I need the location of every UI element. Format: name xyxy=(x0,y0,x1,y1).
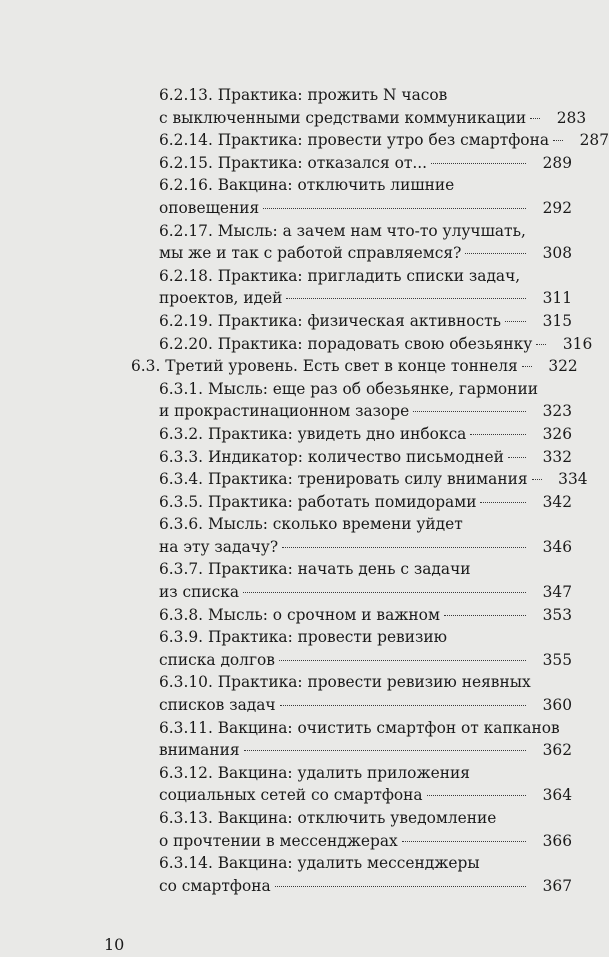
toc-entry-title-line: 6.2.14. Практика: провести утро без смартфона xyxy=(159,131,550,150)
toc-page-number: 353 xyxy=(542,605,572,624)
dot-leader xyxy=(522,366,532,367)
toc-entry-last-line xyxy=(159,333,593,356)
toc-entry-last-line xyxy=(159,107,587,130)
toc-entry xyxy=(159,378,600,423)
toc-entry xyxy=(159,604,600,627)
toc-entry-last-line xyxy=(159,581,572,604)
toc-entry-title-line: списка долгов xyxy=(159,650,275,669)
toc-entry xyxy=(159,265,600,310)
dot-leader xyxy=(286,298,526,299)
toc-entry xyxy=(159,423,600,446)
toc-entry-title-line: 6.2.19. Практика: физическая активность xyxy=(159,311,501,330)
toc-page-number: 362 xyxy=(542,741,572,760)
toc-page-number: 364 xyxy=(542,786,572,805)
toc-entry-title-line: со смартфона xyxy=(159,876,271,895)
toc-entry xyxy=(159,446,600,469)
toc-entry-last-line xyxy=(159,491,572,514)
dot-leader xyxy=(553,140,563,141)
toc-entry-title-line: внимания xyxy=(159,741,240,760)
toc-entry xyxy=(159,310,600,333)
toc-entry-last-line xyxy=(159,423,572,446)
toc-entry-title-line: социальных сетей со смартфона xyxy=(159,786,423,805)
toc-page-number: 322 xyxy=(548,357,578,376)
dot-leader xyxy=(505,321,526,322)
page-number: 10 xyxy=(104,935,125,954)
toc-entry-last-line xyxy=(159,739,572,762)
toc-entry-title-line: с выключенными средствами коммуникации xyxy=(159,108,527,127)
dot-leader xyxy=(280,705,526,706)
toc-entry-last-line xyxy=(159,152,572,175)
toc-entry xyxy=(159,491,600,514)
toc-page-number: 334 xyxy=(558,470,588,489)
dot-leader xyxy=(470,434,526,435)
toc-entry-last-line xyxy=(159,536,572,559)
dot-leader xyxy=(263,208,526,209)
toc-page-number: 287 xyxy=(579,131,609,150)
toc-entry-title-line: из списка xyxy=(159,583,240,602)
toc-entry-last-line xyxy=(159,129,609,152)
toc-entry-last-line xyxy=(159,875,572,898)
toc-entry-title-line: 6.3. Третий уровень. Есть свет в конце тоннеля xyxy=(131,357,518,376)
toc-entry-title-line: о прочтении в мессенджерах xyxy=(159,831,398,850)
dot-leader xyxy=(282,547,526,548)
toc-entry xyxy=(159,807,600,852)
toc-entry-title-line: 6.3.7. Практика: начать день с задачи xyxy=(159,560,471,579)
toc-entry-last-line xyxy=(159,400,572,423)
dot-leader xyxy=(465,253,526,254)
toc-entry-title-line: списков задач xyxy=(159,696,276,715)
toc-entry-title-line: 6.3.10. Практика: провести ревизию неявных xyxy=(159,673,531,692)
toc-entry-last-line xyxy=(159,604,572,627)
toc-entry-title-line: проектов, идей xyxy=(159,289,283,308)
dot-leader xyxy=(508,457,526,458)
toc-entry xyxy=(159,717,600,762)
toc-page-number: 332 xyxy=(542,447,572,466)
toc-entry-title-line: 6.3.1. Мысль: еще раз об обезьянке, гармонии xyxy=(159,379,538,398)
toc-entry-title-line: 6.3.9. Практика: провести ревизию xyxy=(159,628,448,647)
toc-page-number: 367 xyxy=(542,876,572,895)
toc-entry xyxy=(159,220,600,265)
toc-entry xyxy=(159,174,600,219)
toc-entry-last-line xyxy=(159,197,572,220)
toc-page-number: 289 xyxy=(542,153,572,172)
toc-entry xyxy=(159,129,609,152)
toc-entry-last-line xyxy=(159,784,572,807)
dot-leader xyxy=(444,615,526,616)
toc-page-number: 360 xyxy=(542,696,572,715)
toc-page-number: 316 xyxy=(562,334,593,353)
dot-leader xyxy=(532,479,542,480)
toc-entry xyxy=(159,558,600,603)
toc-page-number: 342 xyxy=(542,492,572,511)
toc-entry xyxy=(159,333,600,356)
toc-entry-title-line: 6.2.16. Вакцина: отключить лишние xyxy=(159,176,455,195)
toc-page-number: 347 xyxy=(542,583,572,602)
toc-page-number: 366 xyxy=(542,831,572,850)
toc-entry-title-line: мы же и так с работой справляемся? xyxy=(159,244,462,263)
toc-entry xyxy=(159,468,600,491)
dot-leader xyxy=(530,118,540,119)
toc-entry xyxy=(159,84,600,129)
dot-leader xyxy=(275,886,526,887)
toc-entry-last-line xyxy=(159,649,572,672)
toc-entry xyxy=(159,762,600,807)
toc-entry-title-line: оповещения xyxy=(159,198,260,217)
toc-page-number: 292 xyxy=(542,198,572,217)
toc-page-number: 323 xyxy=(542,402,572,421)
toc-entry-title-line: 6.3.6. Мысль: сколько времени уйдет xyxy=(159,515,463,534)
toc-entry-title-line: 6.3.13. Вакцина: отключить уведомление xyxy=(159,809,497,827)
toc-entry-title-line: 6.3.5. Практика: работать помидорами xyxy=(159,492,477,511)
toc-entry-title-line: 6.3.8. Мысль: о срочном и важном xyxy=(159,605,440,624)
toc-entry-last-line xyxy=(159,287,572,310)
toc-entry-last-line xyxy=(159,468,588,491)
toc-entry-last-line xyxy=(159,694,572,717)
toc-entry-title-line: 6.2.20. Практика: порадовать свою обезьянку xyxy=(159,334,533,353)
toc-entry-last-line xyxy=(159,446,572,469)
dot-leader xyxy=(431,163,526,164)
toc-page-number: 308 xyxy=(542,244,572,263)
toc-entry xyxy=(159,152,600,175)
dot-leader xyxy=(243,592,526,593)
toc-entry xyxy=(159,852,600,897)
dot-leader xyxy=(244,750,526,751)
toc-entry-last-line xyxy=(159,242,572,265)
table-of-contents xyxy=(0,84,609,897)
toc-entry-title-line: 6.3.2. Практика: увидеть дно инбокса xyxy=(159,424,467,443)
toc-page-number: 355 xyxy=(542,650,572,669)
toc-entry-title-line: 6.2.18. Практика: пригладить списки задач, xyxy=(159,266,521,285)
toc-entry-title-line: 6.2.15. Практика: отказался от... xyxy=(159,153,428,172)
dot-leader xyxy=(413,411,526,412)
toc-entry xyxy=(131,355,600,378)
dot-leader xyxy=(402,841,526,842)
toc-entry-title-line: 6.3.12. Вакцина: удалить приложения xyxy=(159,763,470,782)
toc-entry xyxy=(159,626,600,671)
toc-page-number: 346 xyxy=(542,537,572,556)
dot-leader xyxy=(480,502,526,503)
toc-entry-title-line: на эту задачу? xyxy=(159,537,279,556)
toc-entry xyxy=(159,513,600,558)
toc-page-number: 326 xyxy=(542,424,572,443)
toc-entry-title-line: 6.3.3. Индикатор: количество письмодней xyxy=(159,447,504,466)
toc-page-number: 315 xyxy=(542,311,572,330)
toc-entry-last-line xyxy=(131,355,578,378)
toc-entry-title-line: 6.3.4. Практика: тренировать силу внимания xyxy=(159,470,528,489)
toc-entry-title-line: 6.3.11. Вакцина: очистить смартфон от капканов xyxy=(159,718,560,737)
dot-leader xyxy=(279,660,526,661)
dot-leader xyxy=(427,795,526,796)
toc-entry-title-line: 6.2.17. Мысль: а зачем нам что-то улучшать, xyxy=(159,221,526,240)
toc-entry xyxy=(159,671,600,716)
toc-page-number: 283 xyxy=(556,108,587,127)
toc-page-number: 311 xyxy=(542,289,572,308)
toc-entry-title-line: 6.3.14. Вакцина: удалить мессенджеры xyxy=(159,854,480,873)
toc-entry-title-line: 6.2.13. Практика: прожить N часов xyxy=(159,86,448,104)
toc-entry-last-line xyxy=(159,310,572,333)
dot-leader xyxy=(536,344,546,345)
toc-entry-title-line: и прокрастинационном зазоре xyxy=(159,402,410,421)
toc-entry-last-line xyxy=(159,830,572,853)
